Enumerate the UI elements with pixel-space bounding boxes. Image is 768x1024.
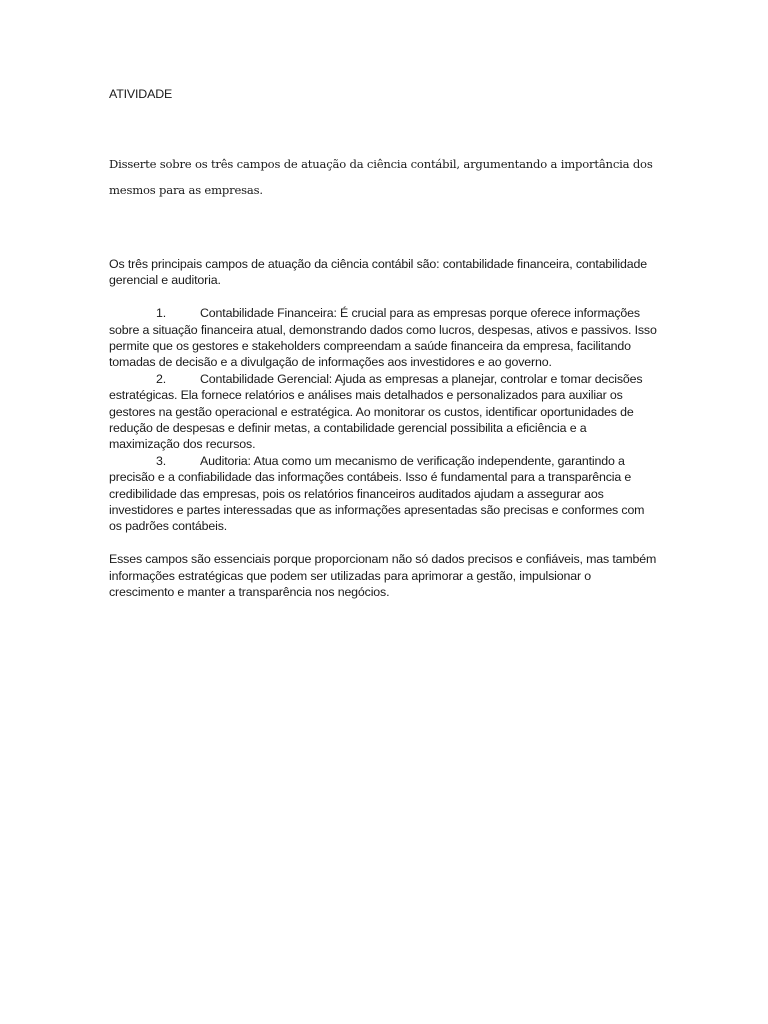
answer-body xyxy=(109,256,657,601)
list-item-text: Contabilidade Financeira: É crucial para as empresas porque oferece informações sobre a situação financeira atual, demonstrando dados como lucros, despesas, ativos e passivos. Isso permite que os gestores e stakeholders compreendam a saúde financeira da empresa, facilitando tomadas de decisão e a divulgação de informações aos investidores e ao governo. xyxy=(109,306,657,370)
list-item-text: Auditoria: Atua como um mecanismo de verificação independente, garantindo a precisão e a confiabilidade das informações contábeis. Isso é fundamental para a transparência e credibilidade das empresas, pois os relatórios financeiros auditados ajudam a assegurar aos investidores e partes interessadas que as informações apresentadas são precisas e conformes com os padrões contábeis. xyxy=(109,453,645,534)
list-item-text: Contabilidade Gerencial: Ajuda as empresas a planejar, controlar e tomar decisões estratégicas. Ela fornece relatórios e análises mais detalhados e personalizados para auxiliar os gestores na gestão operacional e estratégica. Ao monitorar os custos, identificar oportunidades de redução de despesas e definir metas, a contabilidade gerencial possibilita a eficiência e a maximização dos recursos. xyxy=(109,371,643,452)
list-item xyxy=(109,305,657,371)
question-prompt: Disserte sobre os três campos de atuação da ciência contábil, argumentando a importância dos mesmos para as empresas. xyxy=(109,157,653,197)
answer-conclusion: Esses campos são essenciais porque proporcionam não só dados precisos e confiáveis, mas também informações estratégicas que podem ser utilizadas para aprimorar a gestão, impulsionar o crescimento e manter a transparência nos negócios. xyxy=(109,552,657,600)
list-item-number: 3. xyxy=(156,453,167,468)
list-item-number: 2. xyxy=(156,371,167,386)
list-item-number: 1. xyxy=(156,306,167,321)
answer-intro: Os três principais campos de atuação da ciência contábil são: contabilidade financeira, contabilidade gerencial e auditoria. xyxy=(109,257,647,288)
fields-list xyxy=(109,305,657,535)
document-title: ATIVIDADE xyxy=(109,87,173,101)
list-item xyxy=(109,453,657,535)
list-item xyxy=(109,371,657,453)
